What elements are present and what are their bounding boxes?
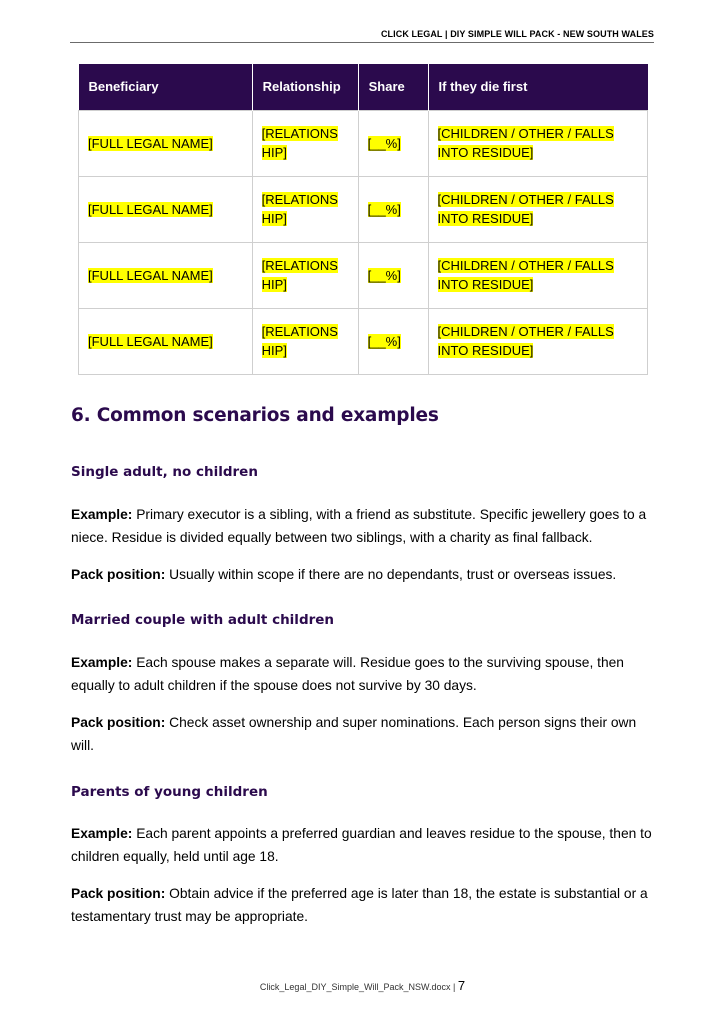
cell-beneficiary: [79, 308, 253, 374]
placeholder-substitute-cont: INTO RESIDUE]: [437, 211, 534, 226]
placeholder-substitute-cont: INTO RESIDUE]: [437, 145, 534, 160]
table-row: [79, 242, 648, 308]
cell-share: [358, 308, 428, 374]
pack-position-text: Usually within scope if there are no dependants, trust or overseas issues.: [165, 567, 617, 582]
col-header-if-they-die-first: If they die first: [428, 64, 647, 110]
pack-position-label: Pack position:: [71, 715, 166, 730]
scenario-heading: Single adult, no children: [71, 464, 258, 480]
footer-filename: Click_Legal_DIY_Simple_Will_Pack_NSW.docx |: [259, 982, 458, 992]
scenario-example: [71, 651, 657, 697]
col-header-relationship: Relationship: [252, 64, 358, 110]
placeholder-name: [FULL LEGAL NAME]: [88, 135, 213, 151]
placeholder-substitute-cont: INTO RESIDUE]: [437, 343, 534, 358]
cell-beneficiary: [79, 242, 253, 308]
pack-position-label: Pack position:: [71, 567, 166, 582]
placeholder-share: [__%]: [367, 267, 401, 283]
scenario-pack-position: [71, 882, 657, 928]
placeholder-substitute: [CHILDREN / OTHER / FALLS: [437, 126, 614, 141]
placeholder-share: [__%]: [367, 333, 401, 349]
scenario-heading: Married couple with adult children: [71, 612, 335, 628]
placeholder-substitute-cont: INTO RESIDUE]: [437, 277, 534, 292]
cell-share: [358, 110, 428, 176]
placeholder-name: [FULL LEGAL NAME]: [88, 267, 213, 283]
placeholder-share: [__%]: [367, 201, 401, 217]
example-text: Each parent appoints a preferred guardian and leaves residue to the spouse, then to children equally, held until age 18.: [71, 826, 652, 864]
scenario-example: [71, 503, 657, 549]
placeholder-relationship: [RELATIONS: [261, 192, 338, 207]
scenario-example: [71, 822, 657, 868]
table-row: [79, 176, 648, 242]
table-row: [79, 110, 648, 176]
cell-beneficiary: [79, 176, 253, 242]
example-text: Primary executor is a sibling, with a friend as substitute. Specific jewellery goes to a niece. Residue is divided equally between two siblings, with a charity as final fallback.: [71, 507, 647, 545]
cell-if-they-die-first: [428, 242, 647, 308]
placeholder-name: [FULL LEGAL NAME]: [88, 201, 213, 217]
example-label: Example:: [71, 507, 133, 522]
placeholder-relationship-cont: HIP]: [261, 277, 287, 292]
col-header-share: Share: [358, 64, 428, 110]
example-label: Example:: [71, 655, 133, 670]
beneficiary-table: [78, 64, 648, 375]
pack-position-text: Obtain advice if the preferred age is later than 18, the estate is substantial or a testamentary trust may be appropriate.: [71, 886, 648, 924]
col-header-beneficiary: Beneficiary: [79, 64, 253, 110]
placeholder-relationship: [RELATIONS: [261, 324, 338, 339]
scenario-pack-position: [71, 563, 657, 586]
placeholder-name: [FULL LEGAL NAME]: [88, 333, 213, 349]
cell-relationship: [252, 308, 358, 374]
running-header: CLICK LEGAL | DIY SIMPLE WILL PACK - NEW SOUTH WALES: [380, 29, 654, 39]
page-number: 7: [457, 978, 466, 993]
cell-relationship: [252, 110, 358, 176]
placeholder-relationship: [RELATIONS: [261, 258, 338, 273]
cell-share: [358, 242, 428, 308]
section-heading: 6. Common scenarios and examples: [71, 405, 439, 426]
placeholder-relationship: [RELATIONS: [261, 126, 338, 141]
pack-position-label: Pack position:: [71, 886, 166, 901]
cell-relationship: [252, 242, 358, 308]
page-footer: [0, 978, 725, 993]
pack-position-text: Check asset ownership and super nominations. Each person signs their own will.: [71, 715, 637, 753]
cell-if-they-die-first: [428, 176, 647, 242]
scenario-heading: Parents of young children: [71, 784, 268, 800]
header-rule: [70, 42, 654, 43]
placeholder-substitute: [CHILDREN / OTHER / FALLS: [437, 192, 614, 207]
cell-beneficiary: [79, 110, 253, 176]
cell-if-they-die-first: [428, 308, 647, 374]
placeholder-substitute: [CHILDREN / OTHER / FALLS: [437, 324, 614, 339]
placeholder-substitute: [CHILDREN / OTHER / FALLS: [437, 258, 614, 273]
placeholder-relationship-cont: HIP]: [261, 343, 287, 358]
placeholder-relationship-cont: HIP]: [261, 211, 287, 226]
placeholder-share: [__%]: [367, 135, 401, 151]
cell-share: [358, 176, 428, 242]
placeholder-relationship-cont: HIP]: [261, 145, 287, 160]
example-text: Each spouse makes a separate will. Residue goes to the surviving spouse, then equally to adult children if the spouse does not survive by 30 days.: [71, 655, 624, 693]
cell-if-they-die-first: [428, 110, 647, 176]
table-row: [79, 308, 648, 374]
scenario-pack-position: [71, 711, 657, 757]
table-header-row: [79, 64, 648, 110]
example-label: Example:: [71, 826, 133, 841]
cell-relationship: [252, 176, 358, 242]
